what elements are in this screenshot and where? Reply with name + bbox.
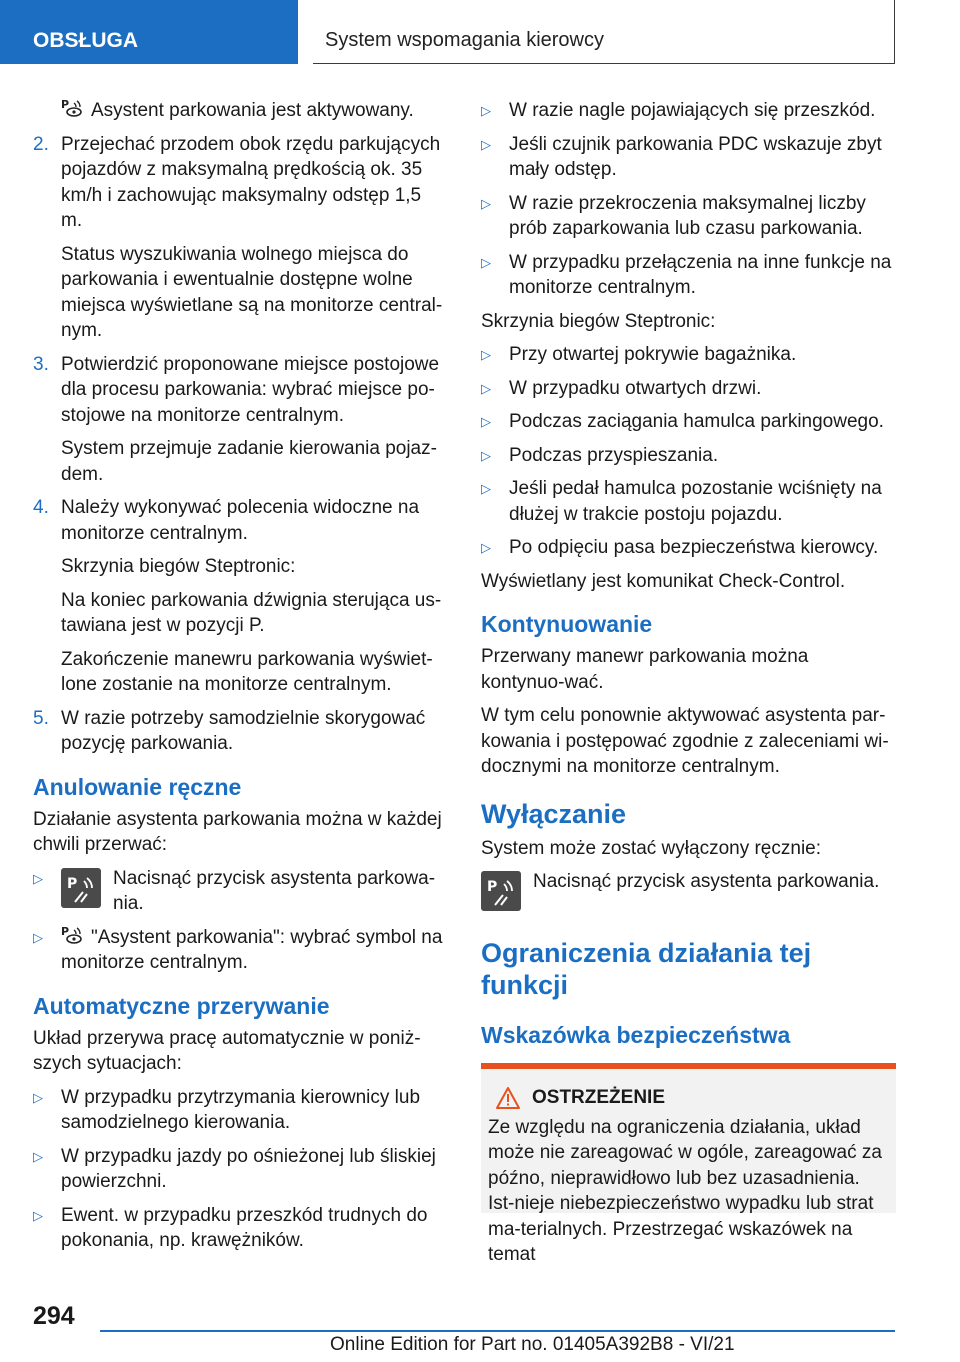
park-assist-icon: [61, 98, 83, 120]
heading-switch-off: Wyłączanie: [481, 798, 627, 829]
warning-triangle-icon: [496, 1087, 520, 1109]
interrupt-bullet: [481, 132, 896, 183]
svg-text:P: P: [61, 98, 70, 111]
bullet-triangle-icon: ▷: [481, 103, 491, 118]
steptronic-bullet: [481, 342, 896, 368]
continue-text: Przerwany manewr parkowania można kontynuo‐wać.: [481, 646, 809, 693]
footer-rule: [100, 1330, 895, 1332]
heading-continue: Kontynuowanie: [481, 611, 653, 637]
step-text: Zakończenie manewru parkowania wyświet‐lone zostanie na monitorze centralnym.: [61, 648, 433, 695]
step-number: 2.: [33, 133, 49, 155]
switch-off-text: System może zostać wyłączony ręcznie:: [481, 837, 822, 859]
bullet-text: W razie nagle pojawiających się przeszkód.: [509, 100, 876, 121]
auto-bullet: [33, 1144, 445, 1195]
intro-line: [33, 98, 445, 124]
step-text: Status wyszukiwania wolnego miejsca do parkowania i ewentualnie dostępne wolne miejsca wyświetlane są na monitorze central‐nym.: [61, 243, 443, 341]
steptronic-bullet: [481, 443, 896, 469]
bullet-text: W razie przekroczenia maksymalnej liczby prób zaparkowania lub czasu parkowania.: [509, 192, 866, 239]
warning-text: Ze względu na ograniczenia działania, układ może nie zareagować w ogóle, zareagować za późno, nieprawidłowo lub bez uzasadnienia. Ist‐nieje niebezpieczeństwo wypadku lub strat ma‐terialnych. Przestrzegać wskazówek na temat: [488, 1116, 882, 1265]
heading-auto-interrupt: Automatyczne przerywanie: [33, 992, 330, 1019]
bullet-triangle-icon: ▷: [33, 870, 43, 886]
step-number: 3.: [33, 353, 49, 375]
switch-off-button-text: Nacisnąć przycisk asystenta parkowania.: [533, 871, 880, 892]
warning-box: [481, 1063, 896, 1265]
left-column: [33, 98, 445, 1262]
bullet-triangle-icon: ▷: [33, 1089, 43, 1105]
auto-text: Układ przerywa pracę automatycznie w poniż‐szych sytuacjach:: [33, 1027, 421, 1074]
auto-bullet: [33, 1203, 445, 1254]
bullet-triangle-icon: ▷: [481, 540, 491, 555]
warning-label: OSTRZEŻENIE: [532, 1087, 666, 1108]
park-assist-button-icon: [61, 868, 101, 908]
step-number: 5.: [33, 707, 49, 729]
bullet-text: Podczas przyspieszania.: [509, 444, 719, 466]
step-text: Na koniec parkowania dźwignia sterująca us‐tawiana jest w pozycji P.: [61, 589, 442, 636]
step-number: 4.: [33, 497, 49, 518]
edition-text: Online Edition for Part no. 01405A392B8 - VI/21: [330, 1334, 735, 1355]
bullet-text: Jeśli czujnik parkowania PDC wskazuje zbyt mały odstęp.: [509, 133, 882, 180]
bullet-triangle-icon: ▷: [33, 1148, 43, 1164]
step-2: [33, 132, 445, 344]
heading-limitations: Ograniczenia działania tej funkcji: [481, 938, 812, 1000]
bullet-triangle-icon: ▷: [481, 254, 491, 270]
bullet-triangle-icon: ▷: [481, 347, 491, 362]
check-control-text: Wyświetlany jest komunikat Check-Control.: [481, 570, 846, 592]
page-number: 294: [33, 1302, 75, 1330]
right-column: [481, 98, 896, 1265]
park-assist-button-icon: [481, 871, 521, 911]
continue-text: W tym celu ponownie aktywować asystenta par‐kowania i postępować zgodnie z zaleceniami wi‐docznymi na monitorze centralnym.: [481, 705, 889, 777]
manual-bullet-1: [33, 866, 445, 917]
bullet-triangle-icon: ▷: [481, 414, 491, 429]
bullet-triangle-icon: ▷: [481, 136, 491, 152]
section-tab: [0, 0, 298, 64]
bullet-text: Przy otwartej pokrywie bagażnika.: [509, 344, 797, 365]
bullet-text: W przypadku otwartych drzwi.: [509, 377, 762, 399]
step-text: Skrzynia biegów Steptronic:: [61, 556, 296, 577]
chapter-header: [313, 0, 895, 64]
steptronic-bullet: [481, 535, 896, 561]
switch-off-instruction: [481, 869, 896, 915]
svg-text:P: P: [487, 879, 498, 895]
steptronic-bullet: [481, 376, 896, 402]
interrupt-bullet: [481, 250, 896, 301]
bullet-triangle-icon: ▷: [481, 481, 491, 496]
bullet-triangle-icon: ▷: [481, 447, 491, 463]
interrupt-bullet: [481, 191, 896, 242]
step-text: Potwierdzić proponowane miejsce postojowe dla procesu parkowania: wybrać miejsce po‐stojowe na monitorze centralnym.: [61, 353, 440, 426]
steptronic-bullet: [481, 409, 896, 435]
park-assist-icon: [61, 925, 83, 947]
manual-text: Działanie asystenta parkowania można w każdej chwili przerwać:: [33, 808, 442, 855]
step-5: [33, 706, 445, 757]
heading-manual-cancel: Anulowanie ręczne: [33, 773, 242, 800]
manual-bullet-2: [33, 925, 445, 976]
step-text: W razie potrzeby samodzielnie skorygować pozycję parkowania.: [61, 707, 426, 754]
bullet-text: W przypadku przytrzymania kierownicy lub samodzielnego kierowania.: [61, 1086, 421, 1133]
bullet-text: W przypadku przełączenia na inne funkcje na monitorze centralnym.: [509, 251, 892, 298]
bullet-text: Podczas zaciągania hamulca parkingowego.: [509, 411, 884, 432]
steptronic-bullet: [481, 476, 896, 527]
bullet-text: Po odpięciu pasa bezpieczeństwa kierowcy.: [509, 537, 879, 558]
bullet-triangle-icon: ▷: [481, 380, 491, 396]
bullet-triangle-icon: ▷: [33, 1207, 43, 1223]
step-text: Należy wykonywać polecenia widoczne na monitorze centralnym.: [61, 497, 420, 544]
section-label: OBSŁUGA: [33, 29, 138, 52]
bullet-triangle-icon: ▷: [33, 929, 43, 945]
bullet-text: Jeśli pedał hamulca pozostanie wciśnięty na dłużej w trakcie postoju pojazdu.: [509, 478, 882, 525]
step-text: Przejechać przodem obok rzędu parkujących pojazdów z maksymalną prędkością ok. 35 km/h i zachowując maksymalny odstęp 1,5 m.: [61, 133, 441, 231]
svg-text:P: P: [61, 924, 70, 938]
bullet-text: "Asystent parkowania": wybrać symbol na monitorze centralnym.: [61, 926, 443, 973]
interrupt-bullet: [481, 98, 896, 124]
bullet-triangle-icon: ▷: [481, 195, 491, 211]
bullet-text: W przypadku jazdy po ośnieżonej lub śliskiej powierzchni.: [61, 1145, 436, 1192]
step-3: [33, 352, 445, 488]
auto-bullet: [33, 1085, 445, 1136]
steptronic-label: Skrzynia biegów Steptronic:: [481, 310, 716, 332]
chapter-label: System wspomagania kierowcy: [325, 29, 604, 51]
bullet-text: Nacisnąć przycisk asystenta parkowa‐nia.: [113, 867, 436, 914]
heading-safety-note: Wskazówka bezpieczeństwa: [481, 1022, 791, 1048]
step-text: System przejmuje zadanie kierowania pojaz‐dem.: [61, 438, 437, 485]
svg-text:P: P: [67, 875, 78, 892]
intro-text: Asystent parkowania jest aktywowany.: [91, 100, 414, 121]
step-4: [33, 495, 445, 698]
bullet-text: Ewent. w przypadku przeszkód trudnych do pokonania, np. krawężników.: [61, 1204, 428, 1251]
